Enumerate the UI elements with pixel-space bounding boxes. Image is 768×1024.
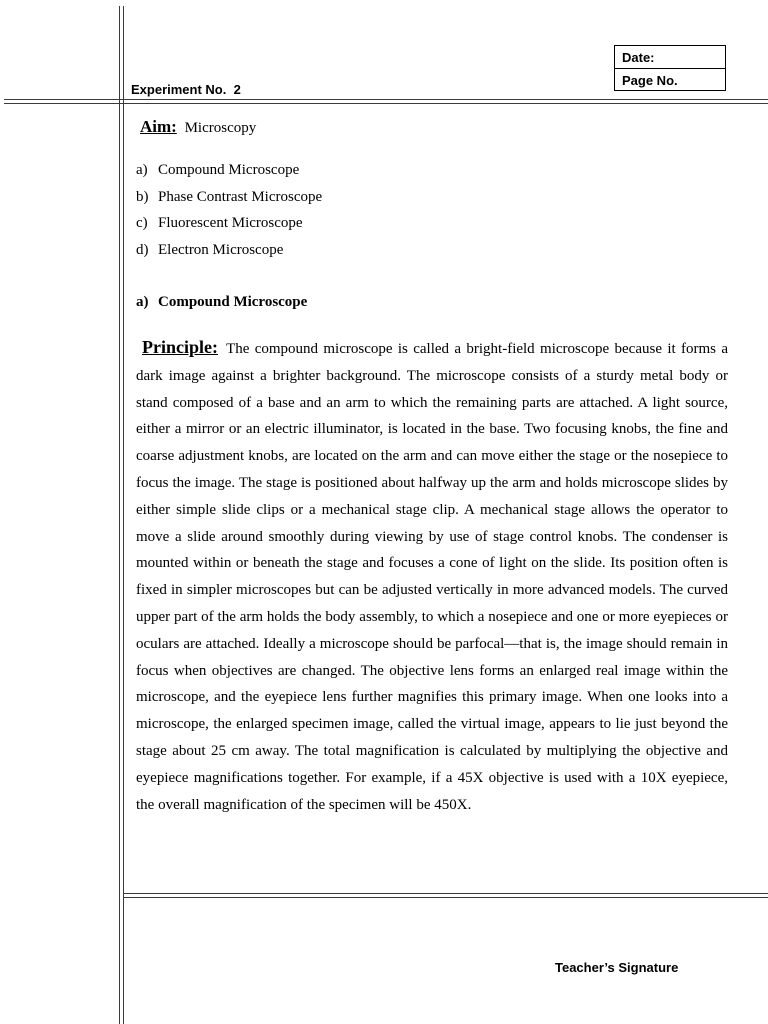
margin-line bbox=[119, 6, 120, 1024]
experiment-number: Experiment No. 2 bbox=[131, 82, 241, 97]
footer-rule bbox=[123, 897, 768, 898]
principle-paragraph bbox=[136, 334, 728, 818]
aim-text: Microscopy bbox=[184, 120, 257, 136]
list-item-text: Compound Microscope bbox=[158, 162, 300, 178]
list-marker: b) bbox=[136, 188, 149, 205]
header-rule bbox=[4, 103, 768, 104]
list-marker: c) bbox=[136, 215, 148, 232]
list-item bbox=[136, 240, 322, 267]
list-marker: a) bbox=[136, 162, 148, 178]
section-title: Compound Microscope bbox=[158, 294, 308, 310]
footer-rule bbox=[123, 893, 768, 894]
aim-label: Aim: bbox=[140, 117, 177, 136]
date-label: Date: bbox=[615, 46, 725, 69]
list-item bbox=[136, 160, 322, 187]
header-rule bbox=[4, 99, 768, 100]
microscope-list bbox=[136, 160, 322, 267]
aim-line bbox=[140, 117, 256, 137]
list-item-text: Fluorescent Microscope bbox=[158, 215, 303, 232]
list-item-text: Phase Contrast Microscope bbox=[158, 188, 323, 205]
principle-label: Principle: bbox=[142, 337, 218, 357]
page-number-label: Page No. bbox=[622, 73, 678, 88]
teacher-signature-label: Teacher’s Signature bbox=[555, 960, 679, 975]
section-marker: a) bbox=[136, 294, 149, 310]
list-item-text: Electron Microscope bbox=[158, 242, 284, 259]
list-item bbox=[136, 187, 322, 214]
section-heading bbox=[136, 294, 307, 311]
list-item bbox=[136, 213, 322, 240]
list-marker: d) bbox=[136, 242, 149, 259]
date-page-box bbox=[614, 45, 726, 91]
margin-line bbox=[123, 6, 124, 1024]
principle-text: The compound microscope is called a bright-field microscope because it forms a dark image against a brighter background. The microscope consists of a sturdy metal body or stand composed of a base and an arm to which the remaining parts are attached. A light source, either a mirror or an electric illuminator, is located in the base. Two focusing knobs, the fine and coarse adjustment knobs, are located on the arm and can move either the stage or the nosepiece to focus the image. The stage is positioned about halfway up the arm and holds microscope slides by either simple slide clips or a mechanical stage clip. A mechanical stage allows the operator to move a slide around smoothly during viewing by use of stage control knobs. The condenser is mounted within or beneath the stage and focuses a cone of light on the slide. Its position often is fixed in simpler microscopes but can be adjusted vertically in more advanced models. The curved upper part of the arm holds the body assembly, to which a nosepiece and one or more eyepieces or oculars are attached. Ideally a microscope should be parfocal—that is, the image should remain in focus when objectives are changed. The objective lens forms an enlarged real image within the microscope, and the eyepiece lens further magnifies this primary image. When one looks into a microscope, the enlarged specimen image, called the virtual image, appears to lie just beyond the stage about 25 cm away. The total magnification is calculated by multiplying the objective and eyepiece magnifications together. For example, if a 45X objective is used with a 10X eyepiece, the overall magnification of the specimen will be 450X. bbox=[136, 341, 728, 813]
